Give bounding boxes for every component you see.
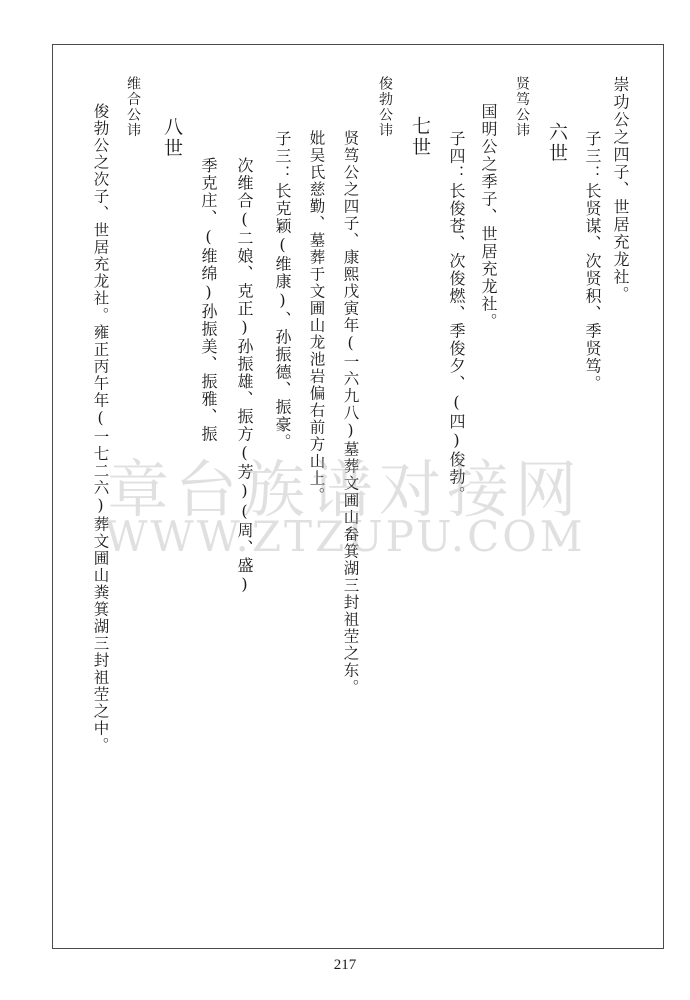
page-number: 217: [333, 957, 357, 973]
text-column-6: 子四：长俊苍、次俊燃、季俊夕、(四)俊勃。: [447, 130, 466, 504]
text-column-5: 国明公之季子、世居充龙社。: [479, 103, 498, 331]
text-column-15: 维合公讳: [125, 76, 141, 138]
text-column-16: 俊勃公之次子、世居充龙社。雍正丙午年(一七二六)葬文圃山粪箕湖三封祖茔之中。: [91, 103, 110, 754]
text-column-4: 贤笃公讳: [514, 76, 530, 138]
text-column-10: 妣吴氏慈勤、墓葬于文圃山龙池岩偏右前方山上。: [307, 130, 326, 504]
text-column-13: 季克庄、(维绵)孙振美、振雅、振: [199, 157, 218, 443]
generation-heading-6: 六世: [546, 122, 568, 164]
text-column-2: 子三：长贤谋、次贤积、季贤笃。: [583, 130, 602, 393]
text-column-8: 俊勃公讳: [377, 76, 393, 138]
watermark-url: WWW.ZTZUPU.COM: [104, 512, 586, 561]
text-column-11: 子三：长克颖(维康)、孙振德、振豪。: [273, 130, 292, 451]
text-column-9: 贤笃公之四子、康熙戊寅年(一六九八)墓葬文圃山畚箕湖三封祖茔之东。: [341, 130, 360, 696]
text-column-1: 崇功公之四子、世居充龙社。: [611, 76, 630, 304]
watermark-title: 章台族谱对接网: [106, 453, 583, 526]
generation-heading-7: 七世: [409, 116, 431, 158]
generation-heading-8: 八世: [161, 117, 183, 159]
text-column-12: 次维合(二娘、克正)孙振雄、振方(芳)(周、盛): [235, 157, 254, 595]
